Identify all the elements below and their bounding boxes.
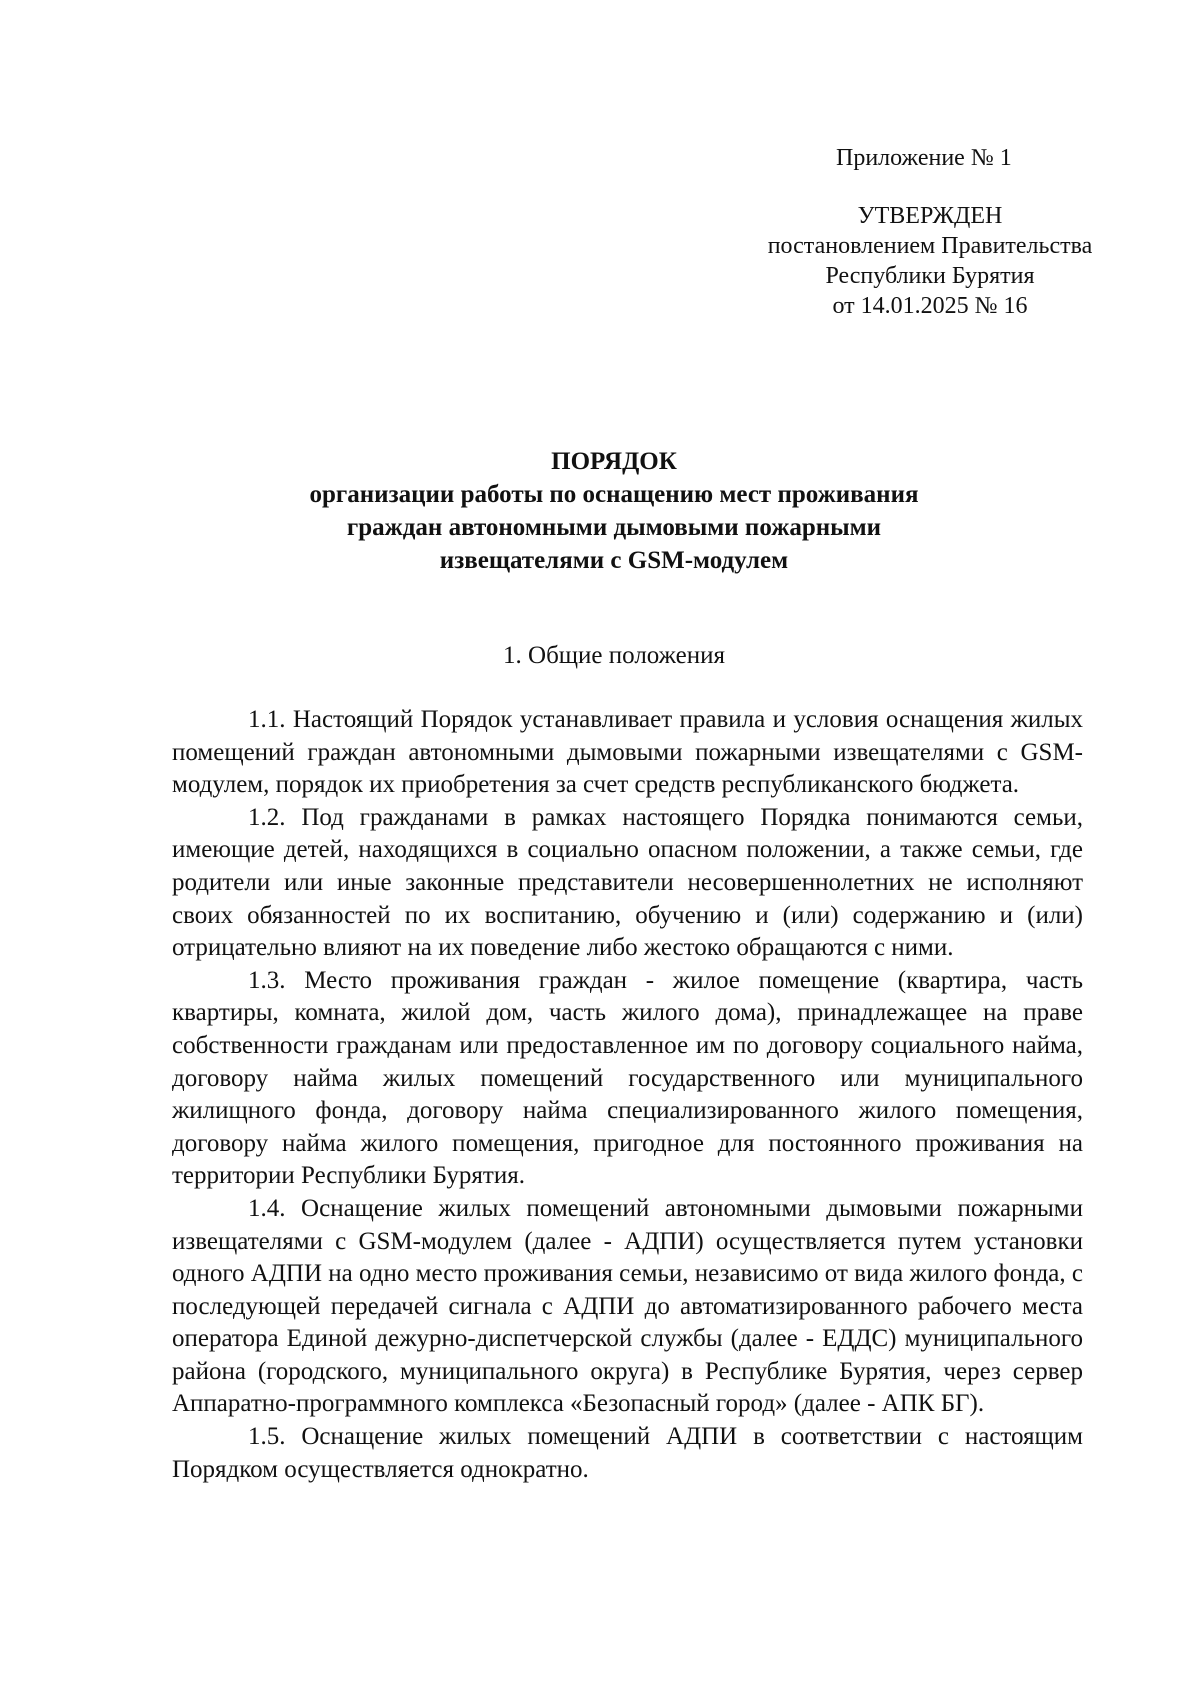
approval-region: Республики Бурятия: [825, 263, 1035, 289]
approval-block: [720, 201, 1140, 321]
paragraph-1-1: 1.1. Настоящий Порядок устанавливает правила и условия оснащения жилых помещений граждан автономными дымовыми пожарными извещателями с GSM-модулем, порядок их приобретения за счет средств республиканского бюджета.: [172, 706, 1083, 799]
paragraph-1-5: 1.5. Оснащение жилых помещений АДПИ в соответствии с настоящим Порядком осуществляется однократно.: [172, 1423, 1083, 1483]
document-body: [172, 704, 1083, 1486]
section-heading: 1. Общие положения: [503, 642, 725, 669]
title-line-3: граждан автономными дымовыми пожарными: [346, 514, 882, 541]
paragraph-1-2: 1.2. Под гражданами в рамках настоящего Порядка понимаются семьи, имеющие детей, находящихся в социально опасном положении, а также семьи, где родители или иные законные представители несовершеннолетних не исполняют своих обязанностей по их воспитанию, обучению и (или) содержанию и (или) отрицательно влияют на их поведение либо жестоко обращаются с ними.: [172, 803, 1083, 962]
title-line-1: ПОРЯДОК: [551, 448, 677, 475]
title-line-4: извещателями с GSM-модулем: [439, 547, 789, 574]
approval-status: УТВЕРЖДЕН: [857, 203, 1003, 229]
approval-authority: постановлением Правительства: [767, 233, 1093, 259]
document-title: [120, 445, 1108, 577]
appendix-label: Приложение № 1: [836, 145, 1012, 171]
paragraph-1-3: 1.3. Место проживания граждан - жилое помещение (квартира, часть квартиры, комната, жилой дом, часть жилого дома), принадлежащее на праве собственности гражданам или предоставленное им по договору социального найма, договору найма жилых помещений государственного или муниципального жилищного фонда, договору найма специализированного жилого помещения, договору найма жилого помещения, пригодное для постоянного проживания на территории Республики Бурятия.: [172, 966, 1083, 1190]
paragraph-1-4: 1.4. Оснащение жилых помещений автономными дымовыми пожарными извещателями с GSM-модулем (далее - АДПИ) осуществляется путем установки одного АДПИ на одно место проживания семьи, независимо от вида жилого фонда, с последующей передачей сигнала с АДПИ до автоматизированного рабочего места оператора Единой дежурно-диспетчерской службы (далее - ЕДДС) муниципального района (городского, муниципального округа) в Республике Бурятия, через сервер Аппаратно-программного комплекса «Безопасный город» (далее - АПК БГ).: [172, 1194, 1083, 1418]
approval-date-number: от 14.01.2025 № 16: [832, 293, 1028, 319]
title-line-2: организации работы по оснащению мест проживания: [309, 481, 919, 508]
